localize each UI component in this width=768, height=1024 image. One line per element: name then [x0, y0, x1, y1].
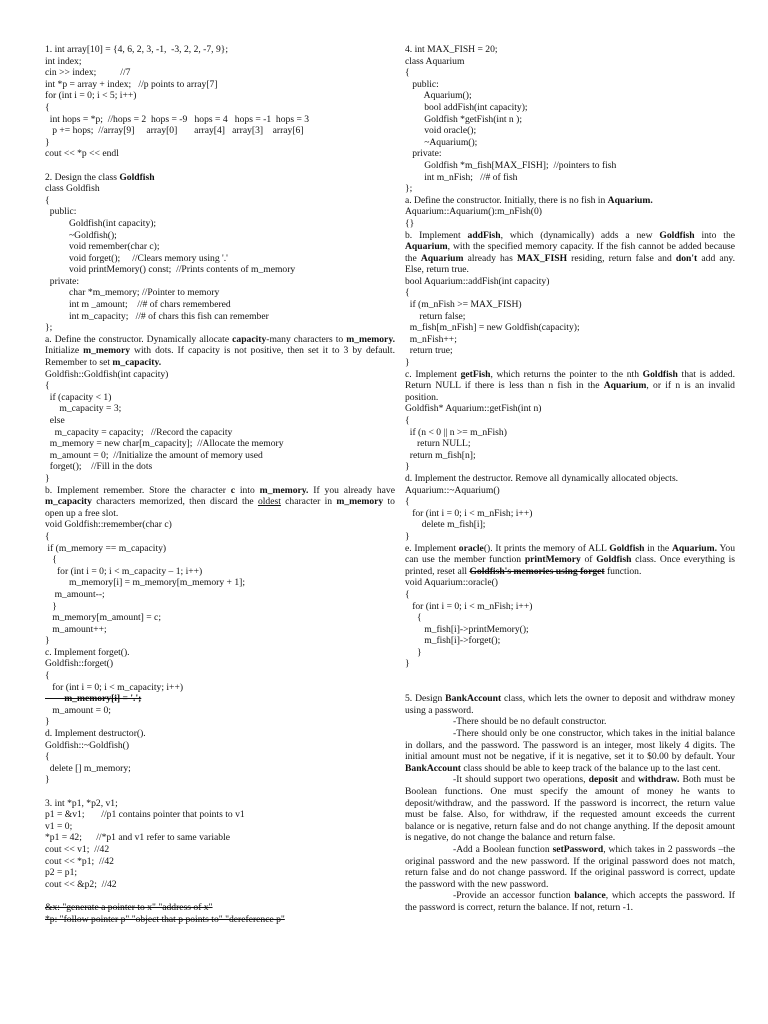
q1-line: for (int i = 0; i < 5; i++)	[45, 90, 137, 102]
q3-line: 3. int *p1, *p2, v1;	[45, 797, 118, 809]
note-line: &x: "generate a pointer to x" "address of x"	[45, 901, 213, 913]
text-bold: don't	[675, 252, 698, 264]
q2-code-line: ~Goldfish();	[45, 229, 117, 241]
q2d-code-line: }	[45, 774, 50, 786]
text-bold: Goldfish	[609, 542, 645, 554]
q4e-code-line: {	[405, 588, 410, 600]
q1-line: int *p = array + index; //p points to array[7]	[45, 78, 218, 90]
q3-line: cout << &p2; //42	[45, 878, 117, 890]
text: in the	[644, 542, 672, 554]
question-4-block	[405, 44, 735, 670]
q2a-code-line: }	[45, 472, 50, 484]
text: class should be able to keep track of the balance up to the last cent.	[460, 762, 721, 774]
text: a. Define the constructor. Dynamically allocate	[45, 333, 233, 345]
q4b-prompt	[405, 230, 735, 276]
text: into the	[694, 229, 736, 241]
question-1-block	[45, 44, 395, 160]
q4c-code-line: if (n < 0 || n >= m_nFish)	[405, 426, 507, 438]
q4-code-line: Aquarium();	[405, 90, 472, 102]
q4c-code-line: }	[405, 461, 410, 473]
q2c-code-line: m_memory[i] = '.';	[45, 693, 142, 705]
text: , which takes in 2 passwords –the original password and the new password. If the original password does not match, return false and do not change password. If the original password is correct, update the password with the new password.	[405, 843, 735, 890]
text: 5. Design	[405, 693, 446, 705]
q5-intro	[405, 693, 735, 716]
text: -There should only be one constructor, which takes in the initial balance in dollars, and the password. The password is an integer, most likely 4 digits. The initial amount must not be negative, if it is negative, set it to $0.00 by default. Your	[405, 728, 735, 763]
q4d-code-line: Aquarium::~Aquarium()	[405, 484, 500, 496]
text: , which accepts the password. If the password is correct, return the balance. If not, return -1.	[405, 890, 735, 913]
text-bold: BankAccount	[445, 693, 502, 705]
text-bold: addFish	[467, 229, 501, 241]
q4b-code-line: return false;	[405, 310, 466, 322]
q2-code-line: private:	[45, 275, 80, 287]
text: characters memorized, then discard the	[91, 496, 258, 508]
q2-title-bold: Goldfish	[119, 171, 155, 183]
q4c-code-line: Goldfish* Aquarium::getFish(int n)	[405, 403, 542, 415]
q4-code-line: class Aquarium	[405, 55, 465, 67]
text: You can use the member function	[405, 542, 735, 566]
text-bold: m_memory.	[346, 333, 395, 345]
q3-line: v1 = 0;	[45, 820, 73, 832]
q2b-code-line: void Goldfish::remember(char c)	[45, 519, 172, 531]
text: , which returns the pointer to the nth	[490, 368, 643, 380]
q4d-code-line: }	[405, 530, 410, 542]
text-bold: getFish	[460, 368, 491, 380]
q2-title	[45, 172, 395, 184]
q2b-code-line: m_memory[m_amount] = c;	[45, 612, 161, 624]
text: (). It prints the memory of ALL	[483, 542, 610, 554]
text: c. Implement	[405, 368, 461, 380]
q5-item	[405, 716, 735, 728]
text: class. Once everything is printed, reset all	[405, 554, 736, 577]
q4b-code-line: m_nFish++;	[405, 333, 457, 345]
q4-code-line: int m_nFish; //# of fish	[405, 171, 518, 183]
q2-code-line: int m_capacity; //# of chars this fish can remember	[45, 310, 269, 322]
text-bold: Aquarium	[603, 380, 647, 392]
text: -There should be no default constructor.	[453, 716, 607, 728]
q4e-code-line: m_fish[i]->forget();	[405, 635, 501, 647]
q3-line: p2 = p1;	[45, 867, 78, 879]
q2a-code-line: {	[45, 380, 50, 392]
q2-code-line: int m _amount; //# of chars remembered	[45, 299, 231, 311]
text: and	[617, 774, 639, 786]
text: e. Implement	[405, 542, 459, 554]
text-bold: balance	[574, 890, 606, 902]
q2a-code-line: if (capacity < 1)	[45, 391, 112, 403]
text-bold: setPassword	[552, 843, 604, 855]
q2b-code-line: {	[45, 530, 50, 542]
q2c-code-line: m_amount = 0;	[45, 704, 111, 716]
text: , or if n is an invalid position.	[405, 380, 735, 403]
q2-code-line: char *m_memory; //Pointer to memory	[45, 287, 220, 299]
q2a-code-line: else	[45, 415, 65, 426]
question-3-block	[45, 798, 395, 891]
text-bold: m_capacity.	[112, 357, 162, 369]
text: of	[580, 554, 597, 566]
q2d-code-line: Goldfish::~Goldfish()	[45, 739, 130, 751]
text-bold: Goldfish	[596, 554, 632, 566]
text: Initialize	[45, 345, 84, 357]
q2b-code-line: }	[45, 600, 57, 612]
text: b. Implement	[405, 229, 468, 241]
text: residing, return false and	[567, 252, 676, 264]
q2b-prompt	[45, 485, 395, 520]
q4b-code-line: m_fish[m_nFish] = new Goldfish(capacity);	[405, 322, 580, 334]
text-bold: Aquarium	[420, 252, 464, 264]
q2b-code-line: }	[45, 635, 50, 647]
text: Both must be Boolean functions. One must specify the amount of money he wants to deposit/withdraw, and the password. If the password is incorrect, the return value must be false. Also, for withdraw, if the requested amount exceeds the current balance or is negative, return false and do not change anything. If the deposit amount is negative, do not change the balance and return false.	[405, 774, 735, 844]
q2-code-line: Goldfish(int capacity);	[45, 217, 157, 229]
text-bold: m_memory	[83, 345, 131, 357]
q4b-code-line: return true;	[405, 345, 453, 357]
q4e-code-line: }	[405, 646, 422, 658]
text: b. Implement remember. Store the character	[45, 484, 231, 496]
q1-line: int index;	[45, 55, 82, 67]
q4c-code-line: return NULL;	[405, 438, 471, 450]
question-2-block	[45, 172, 395, 786]
text-bold: Aquarium.	[671, 542, 718, 554]
text: to open up a free slot.	[45, 496, 395, 519]
q4c-prompt	[405, 369, 735, 404]
q4e-code-line: m_fish[i]->printMemory();	[405, 623, 529, 635]
q2-code-line: void forget(); //Clears memory using '.'	[45, 252, 228, 264]
text-bold: Goldfish's memories using forget	[469, 565, 605, 577]
q4e-code-line: for (int i = 0; i < m_nFish; i++)	[405, 600, 533, 612]
q2c-code-line: {	[45, 670, 50, 682]
q5-item	[405, 728, 735, 774]
q2b-code-line: m_amount++;	[45, 623, 107, 635]
q4-code-line: Goldfish *getFish(int n );	[405, 113, 522, 125]
q2c-code-line: for (int i = 0; i < m_capacity; i++)	[45, 681, 184, 693]
q1-line: {	[45, 101, 50, 113]
q2a-code-line: m_capacity = capacity; //Record the capacity	[45, 426, 233, 438]
text-bold: printMemory	[524, 554, 581, 566]
q2a-code-line: m_memory = new char[m_capacity]; //Allocate the memory	[45, 438, 284, 450]
q3-line: cout << v1; //42	[45, 843, 110, 855]
q2b-code-line: {	[45, 554, 57, 566]
q1-line: cout << *p << endl	[45, 148, 119, 160]
q1-line: 1. int array[10] = {4, 6, 2, 3, -1, -3, 2, 2, -7, 9};	[45, 44, 229, 55]
q2a-code-line: forget(); //Fill in the dots	[45, 461, 153, 473]
note-line: *p: "follow pointer p" "object that p points to" "dereference p"	[45, 913, 285, 925]
text-bold: Goldfish	[659, 229, 695, 241]
q3-line: cout << *p1; //42	[45, 855, 114, 867]
q2b-code-line: m_amount--;	[45, 588, 105, 600]
text-bold: deposit	[588, 774, 618, 786]
question-5-block	[405, 693, 735, 913]
left-column	[45, 44, 395, 925]
q4b-code-line: {	[405, 287, 410, 299]
text-bold: Aquarium.	[607, 194, 653, 206]
q4b-code-line: }	[405, 357, 410, 369]
q2-code-line: };	[45, 322, 53, 334]
text: a. Define the constructor. Initially, there is no fish in	[405, 194, 608, 206]
q4a-code-line: Aquarium::Aquarium():m_nFish(0)	[405, 206, 542, 218]
q2b-code-line: m_memory[i] = m_memory[m_memory + 1];	[45, 577, 245, 589]
q4-code-line: ~Aquarium();	[405, 136, 478, 148]
q3-line: p1 = &v1; //p1 contains pointer that points to v1	[45, 809, 245, 821]
q1-line: int hops = *p; //hops = 2 hops = -9 hops = 4 hops = -1 hops = 3	[45, 113, 310, 125]
text-bold: m_memory.	[259, 484, 309, 496]
q4-code-line: {	[405, 67, 410, 79]
text-bold: BankAccount	[405, 762, 461, 774]
q5-item	[405, 890, 735, 913]
text-bold: m_capacity	[45, 496, 92, 508]
q2a-code-line: m_amount = 0; //Initialize the amount of memory used	[45, 449, 263, 461]
q2d-code-line: delete [] m_memory;	[45, 762, 131, 774]
text: -many characters to	[266, 333, 347, 345]
text: , which (dynamically) adds a new	[500, 229, 660, 241]
q4-code-line: public:	[405, 78, 439, 90]
q4d-code-line: for (int i = 0; i < m_nFish; i++)	[405, 507, 533, 519]
q1-line: cin >> index; //7	[45, 67, 131, 79]
q2-code-line: {	[45, 194, 50, 206]
text: into	[235, 484, 260, 496]
text: If you already have	[308, 484, 395, 496]
q4-code-line: 4. int MAX_FISH = 20;	[405, 44, 498, 55]
text: -Provide an accessor function	[453, 890, 575, 902]
q2-code-line: class Goldfish	[45, 183, 100, 195]
text: that is added. Return NULL if there is less than n fish in the	[405, 368, 735, 392]
q4e-code-line: void Aquarium::oracle()	[405, 577, 498, 589]
q2b-code-line: if (m_memory == m_capacity)	[45, 542, 167, 554]
q2d-prompt: d. Implement destructor().	[45, 728, 146, 740]
q5-item	[405, 844, 735, 890]
q4a-prompt	[405, 195, 735, 207]
q4c-code-line: return m_fish[n];	[405, 449, 476, 461]
q2-code-line: public:	[45, 206, 77, 218]
text-bold: Goldfish	[642, 368, 678, 380]
text: -Add a Boolean function	[453, 843, 553, 855]
q2a-code-line: m_capacity = 3;	[45, 403, 122, 415]
q4a-code-line: {}	[405, 217, 415, 229]
q4d-prompt: d. Implement the destructor. Remove all dynamically allocated objects.	[405, 472, 679, 484]
q4e-code-line: }	[405, 658, 410, 670]
q4c-code-line: {	[405, 415, 410, 426]
q2-title-prefix: 2. Design the class	[45, 171, 120, 183]
text: -It should support two operations,	[453, 774, 589, 786]
q4b-code-line: bool Aquarium::addFish(int capacity)	[405, 275, 550, 287]
text: character in	[280, 496, 337, 508]
text-bold: oracle	[458, 542, 484, 554]
text-bold: withdraw.	[638, 774, 680, 786]
text: class, which lets the owner to deposit and withdraw money using a password.	[405, 693, 735, 716]
q1-line: p += hops; //array[9] array[0] array[4] array[3] array[6]	[45, 125, 304, 137]
q2-code-line: void printMemory() const; //Prints contents of m_memory	[45, 264, 296, 276]
text-bold: Aquarium	[405, 241, 448, 253]
q4e-prompt	[405, 543, 735, 578]
text: , with the specified memory capacity. If the fish cannot be added because the	[405, 241, 735, 264]
text-bold: c	[230, 484, 236, 496]
q4-code-line: void oracle();	[405, 125, 477, 137]
q4-code-line: private:	[405, 148, 442, 160]
q4d-code-line: delete m_fish[i];	[405, 519, 486, 531]
text: add any. Else, return true.	[405, 252, 735, 276]
q3-line: *p1 = 42; //*p1 and v1 refer to same variable	[45, 832, 230, 844]
q2-code-line: void remember(char c);	[45, 241, 160, 253]
q5-item	[405, 774, 735, 844]
text-underlined: oldest	[257, 496, 281, 508]
text-bold: MAX_FISH	[516, 252, 568, 264]
q2c-code-line: }	[45, 716, 50, 728]
text: function.	[604, 565, 642, 577]
text-bold: m_memory	[336, 496, 384, 508]
q2a-prompt	[45, 334, 395, 369]
q2c-code-line: Goldfish::forget()	[45, 658, 114, 670]
q4-code-line: };	[405, 183, 413, 195]
q4b-code-line: if (m_nFish >= MAX_FISH)	[405, 299, 522, 311]
right-column	[405, 44, 735, 914]
text: with dots. If capacity is not positive, then set it to 3 by default. Remember to set	[45, 345, 395, 369]
q1-line: }	[45, 136, 50, 148]
q4-code-line: Goldfish *m_fish[MAX_FISH]; //pointers to fish	[405, 159, 617, 171]
q2b-code-line: for (int i = 0; i < m_capacity – 1; i++)	[45, 565, 203, 577]
text: already has	[463, 252, 517, 264]
q4e-code-line: {	[405, 612, 422, 624]
q4-code-line: bool addFish(int capacity);	[405, 101, 528, 113]
text-bold: capacity	[232, 333, 267, 345]
q2a-code-line: Goldfish::Goldfish(int capacity)	[45, 368, 169, 380]
q2d-code-line: {	[45, 751, 50, 763]
q2c-prompt: c. Implement forget().	[45, 646, 130, 658]
pointer-notes	[45, 902, 395, 925]
q4d-code-line: {	[405, 496, 410, 508]
